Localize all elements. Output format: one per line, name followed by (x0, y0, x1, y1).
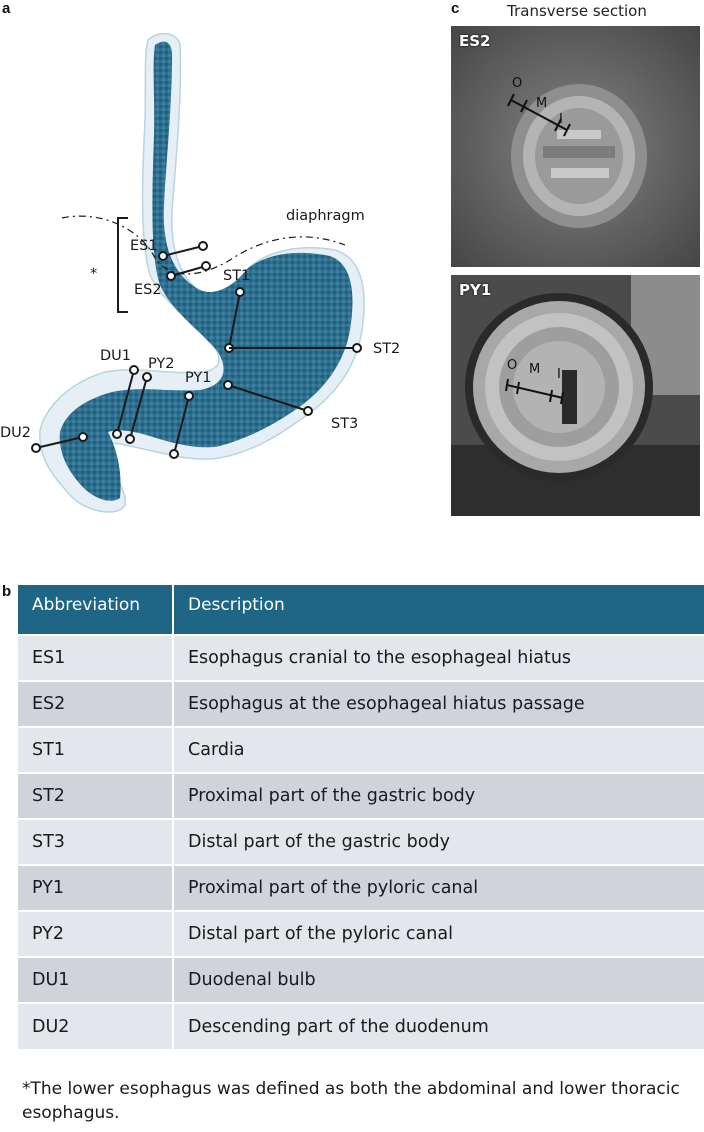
description-cell: Proximal part of the gastric body (173, 773, 704, 819)
abbreviation-cell: ES1 (18, 635, 173, 681)
abbreviation-cell: DU1 (18, 957, 173, 1003)
description-cell: Duodenal bulb (173, 957, 704, 1003)
description-cell: Cardia (173, 727, 704, 773)
lower-esophagus-bracket (118, 218, 128, 312)
es2-label: ES2 (134, 282, 162, 298)
abbreviation-cell: ST2 (18, 773, 173, 819)
st3-label: ST3 (331, 416, 359, 432)
abbreviation-cell: DU2 (18, 1003, 173, 1049)
panel-label-c: c (451, 0, 460, 17)
column-header-abbreviation: Abbreviation (18, 585, 173, 635)
table-row (18, 773, 704, 819)
column-header-description: Description (173, 585, 704, 635)
transverse-section-title: Transverse section (507, 2, 647, 20)
py2-label: PY2 (148, 356, 175, 372)
table-row (18, 635, 704, 681)
middle-layer-label: M (529, 362, 541, 377)
st2-label: ST2 (373, 341, 401, 357)
stomach-3d-rendering (0, 10, 440, 530)
table-row (18, 819, 704, 865)
abbreviation-cell: ES2 (18, 681, 173, 727)
abbreviation-cell: PY2 (18, 911, 173, 957)
st1-label: ST1 (223, 268, 251, 284)
table-row (18, 957, 704, 1003)
ct-image-py1 (451, 275, 700, 516)
ct-tag-py1: PY1 (459, 281, 492, 299)
py1-label: PY1 (185, 370, 212, 386)
inner-layer-label: I (557, 367, 561, 382)
table-row (18, 681, 704, 727)
table-row (18, 911, 704, 957)
table-header-row (18, 585, 704, 635)
description-cell: Proximal part of the pyloric canal (173, 865, 704, 911)
table-row (18, 1003, 704, 1049)
description-cell: Esophagus at the esophageal hiatus passage (173, 681, 704, 727)
description-cell: Descending part of the duodenum (173, 1003, 704, 1049)
description-cell: Distal part of the gastric body (173, 819, 704, 865)
panel-label-b: b (2, 583, 12, 600)
table-row (18, 865, 704, 911)
asterisk-label: * (90, 266, 98, 282)
table-footnote: *The lower esophagus was defined as both the abdominal and lower thoracic esophagus. (22, 1079, 680, 1123)
abbreviation-cell: ST3 (18, 819, 173, 865)
diaphragm-label: diaphragm (286, 208, 365, 224)
ct-image-es2 (451, 26, 700, 267)
table-row (18, 727, 704, 773)
outer-layer-label: O (512, 76, 523, 91)
du2-label: DU2 (0, 425, 32, 441)
inner-layer-label: I (559, 112, 563, 127)
panel-label-a: a (2, 0, 11, 17)
du1-label: DU1 (100, 348, 132, 364)
outer-layer-label: O (507, 358, 518, 373)
middle-layer-label: M (536, 96, 548, 111)
description-cell: Distal part of the pyloric canal (173, 911, 704, 957)
abbreviation-table (18, 585, 704, 1049)
description-cell: Esophagus cranial to the esophageal hiatus (173, 635, 704, 681)
es1-label: ES1 (130, 238, 158, 254)
abbreviation-cell: ST1 (18, 727, 173, 773)
ct-tag-es2: ES2 (459, 32, 491, 50)
abbreviation-cell: PY1 (18, 865, 173, 911)
